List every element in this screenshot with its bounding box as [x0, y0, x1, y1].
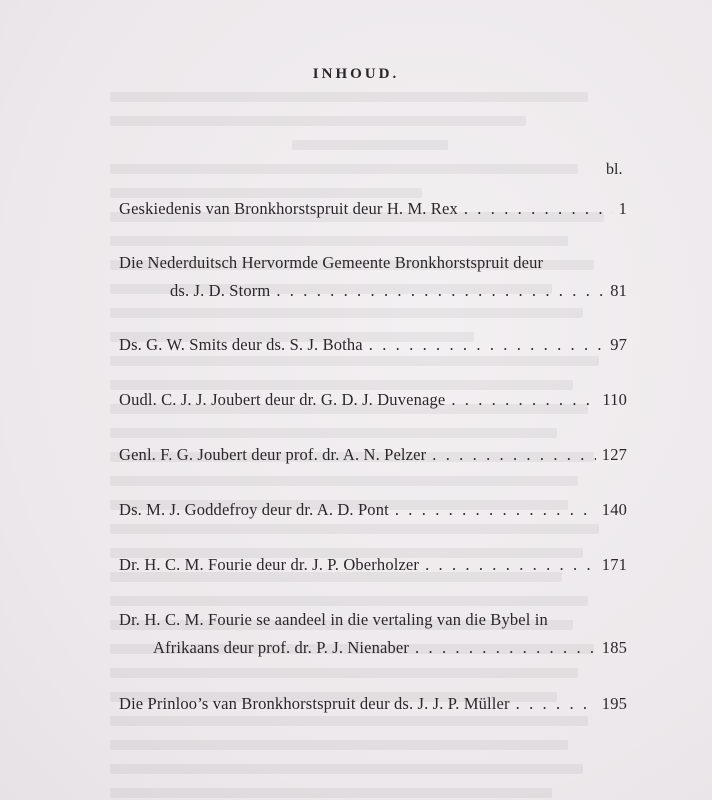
toc-entry-title-line-1[interactable]: Die Nederduitsch Hervormde Gemeente Bronkhorstspruit deur — [119, 253, 544, 272]
page-title: INHOUD. — [312, 66, 400, 82]
toc-entry-page: 127 — [601, 445, 627, 464]
toc-entry[interactable] — [119, 199, 627, 219]
toc-entry-title-line-2: ds. J. D. Storm — [170, 281, 271, 300]
dot-leader — [458, 199, 613, 219]
toc-entry-title: Die Prinloo’s van Bronkhorstspruit deur ds. J. J. P. Müller — [119, 694, 510, 713]
toc-entry-title: Ds. M. J. Goddefroy deur dr. A. D. Pont — [119, 500, 389, 519]
toc-entry[interactable] — [119, 335, 627, 355]
toc-entry[interactable] — [119, 390, 627, 410]
toc-entry-page: 171 — [601, 555, 627, 574]
toc-entry-page: 140 — [601, 500, 627, 519]
page-column-label: bl. — [606, 161, 623, 178]
toc-entry[interactable] — [119, 500, 627, 520]
bleed-through-text — [110, 92, 630, 792]
toc-entry-title: Oudl. C. J. J. Joubert deur dr. G. D. J. Duvenage — [119, 390, 446, 409]
toc-entry[interactable] — [170, 281, 627, 301]
dot-leader — [270, 281, 604, 301]
toc-entry-page: 1 — [618, 199, 627, 218]
toc-entry-title-line-1[interactable]: Dr. H. C. M. Fourie se aandeel in die vertaling van die Bybel in — [119, 610, 548, 629]
toc-entry-page: 97 — [610, 335, 627, 354]
toc-entry-title: Dr. H. C. M. Fourie deur dr. J. P. Oberholzer — [119, 555, 420, 574]
dot-leader — [363, 335, 604, 355]
toc-entry-title: Geskiedenis van Bronkhorstspruit deur H. M. Rex — [119, 199, 458, 218]
toc-entry-page: 185 — [601, 638, 627, 657]
toc-entry[interactable] — [119, 555, 627, 575]
toc-entry-page: 195 — [601, 694, 627, 713]
toc-entry-page: 81 — [610, 281, 627, 300]
dot-leader — [419, 555, 596, 575]
toc-entry[interactable] — [119, 445, 627, 465]
dot-leader — [445, 390, 596, 410]
toc-entry-title: Genl. F. G. Joubert deur prof. dr. A. N. Pelzer — [119, 445, 427, 464]
toc-entry-title-line-2: Afrikaans deur prof. dr. P. J. Nienaber — [153, 638, 410, 657]
toc-entry-page: 110 — [602, 390, 627, 409]
dot-leader — [409, 638, 596, 658]
toc-entry[interactable] — [153, 638, 627, 658]
dot-leader — [389, 500, 596, 520]
toc-entry[interactable] — [119, 694, 627, 714]
dot-leader — [510, 694, 596, 714]
toc-entry-title: Ds. G. W. Smits deur ds. S. J. Botha — [119, 335, 363, 354]
dot-leader — [426, 445, 596, 465]
